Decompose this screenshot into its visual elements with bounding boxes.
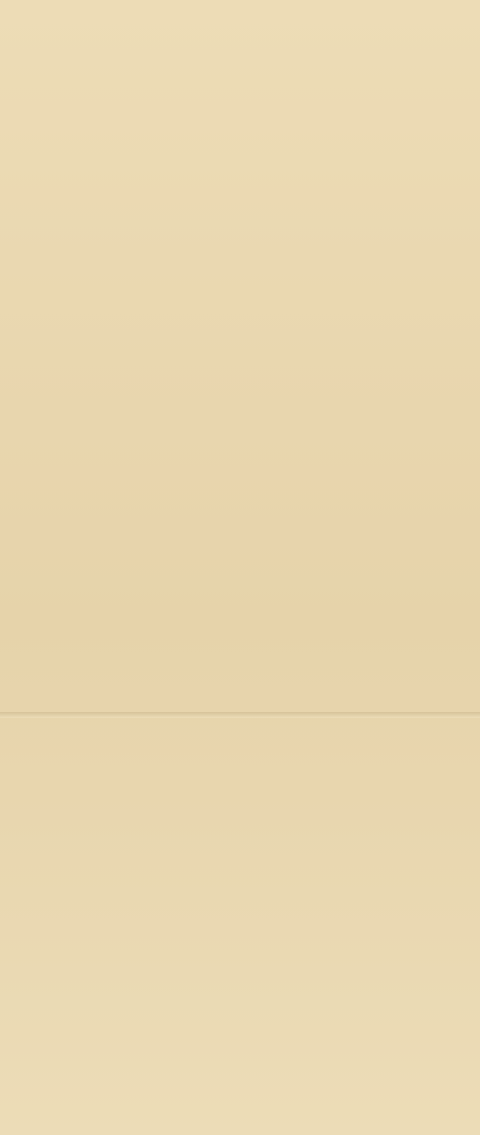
section-heading: [0, 0, 480, 40]
overlap-line: [6, 716, 472, 728]
